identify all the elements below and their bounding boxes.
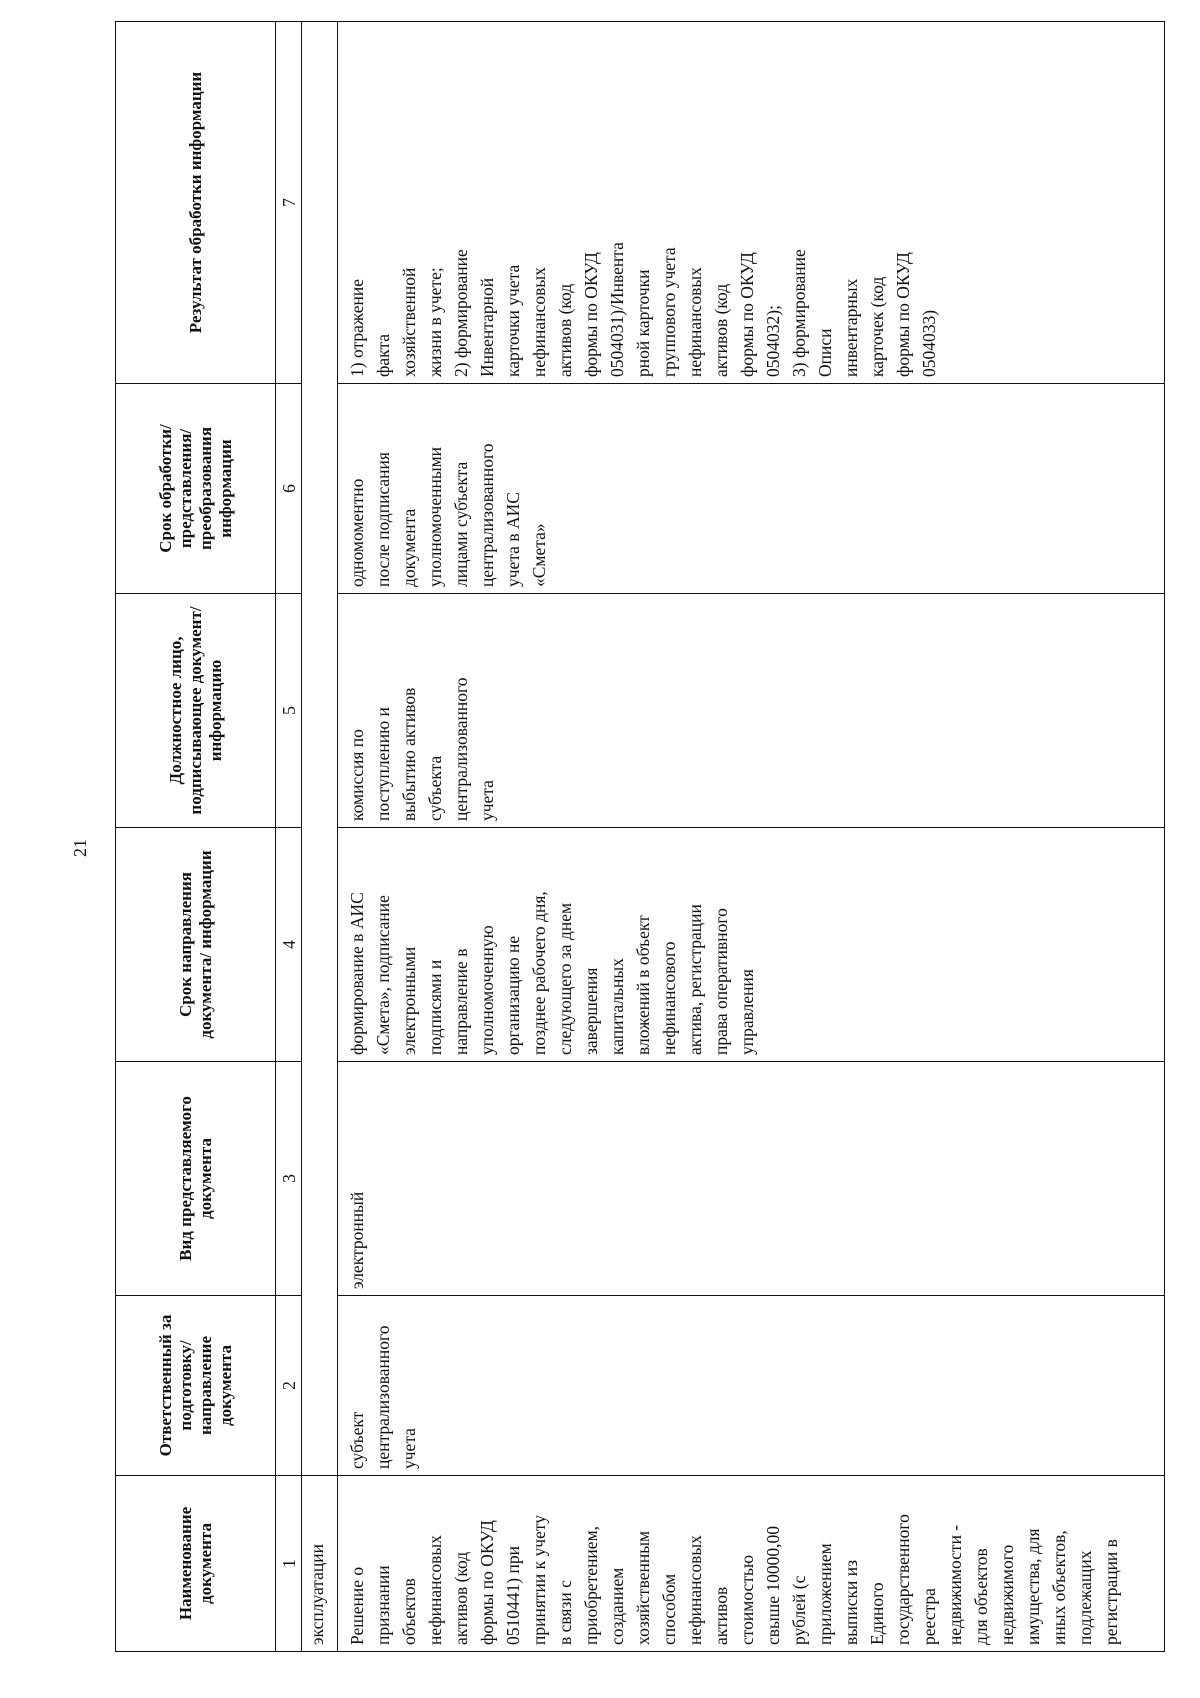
column-number-6: 6 [276,384,302,594]
table-row [338,22,1165,1652]
column-number-4: 4 [276,828,302,1062]
column-number-5: 5 [276,594,302,828]
section-label-cell: эксплуатации [302,1476,338,1652]
table-container [115,22,1165,1652]
page-number: 21 [70,839,90,857]
column-number-2: 2 [276,1296,302,1476]
section-empty-cell [302,22,338,1476]
header-cell-6: Срок обработки/ представления/ преобразования информации [116,384,276,594]
header-cell-4: Срок направления документа/ информации [116,828,276,1062]
header-cell-3: Вид представляемого документа [116,1062,276,1296]
column-number-7: 7 [276,22,302,384]
header-cell-2: Ответственный за подготовку/ направление документа [116,1296,276,1476]
column-number-1: 1 [276,1476,302,1652]
column-number-3: 3 [276,1062,302,1296]
header-cell-5: Должностное лицо, подписывающее документ/информацию [116,594,276,828]
processing-result-cell: 1) отражение факта хозяйственной жизни в учете; 2) формирование Инвентарной карточки учета нефинансовых активов (код формы по ОКУД 0504031)/Инвента рной карточки группового учета нефинансовых активов (код формы по ОКУД 0504032); 3) формирование Описи инвентарных карточек (код формы по ОКУД 0504033) [338,22,1165,384]
submission-deadline-cell: формирование в АИС «Смета», подписание электронными подписями и направление в уполномоченную организацию не позднее рабочего дня, следующего за днем завершения капитальных вложений в объект нефинансового актива, регистрации права оперативного управления [338,828,1165,1062]
signatory-cell: комиссия по поступлению и выбытию активов субъекта централизованного учета [338,594,1165,828]
responsible-cell: субъект централизованного учета [338,1296,1165,1476]
header-row [116,22,276,1652]
processing-deadline-cell: одномоментно после подписания документа уполномоченными лицами субъекта централизованного учета в АИС «Смета» [338,384,1165,594]
document-name-cell: Решение о признании объектов нефинансовых активов (код формы по ОКУД 0510441) при принятии к учету в связи с приобретением, созданием хозяйственным способом нефинансовых активов стоимостью свыше 10000,00 рублей (с приложением выписки из Единого государственного реестра недвижимости - для объектов недвижимого имущества, для иных объектов, подлежащих регистрации в [338,1476,1165,1652]
header-cell-1: Наименование документа [116,1476,276,1652]
section-row [302,22,338,1652]
document-table [115,21,1165,1652]
column-number-row [276,22,302,1652]
document-type-cell: электронный [338,1062,1165,1296]
header-cell-7: Результат обработки информации [116,22,276,384]
